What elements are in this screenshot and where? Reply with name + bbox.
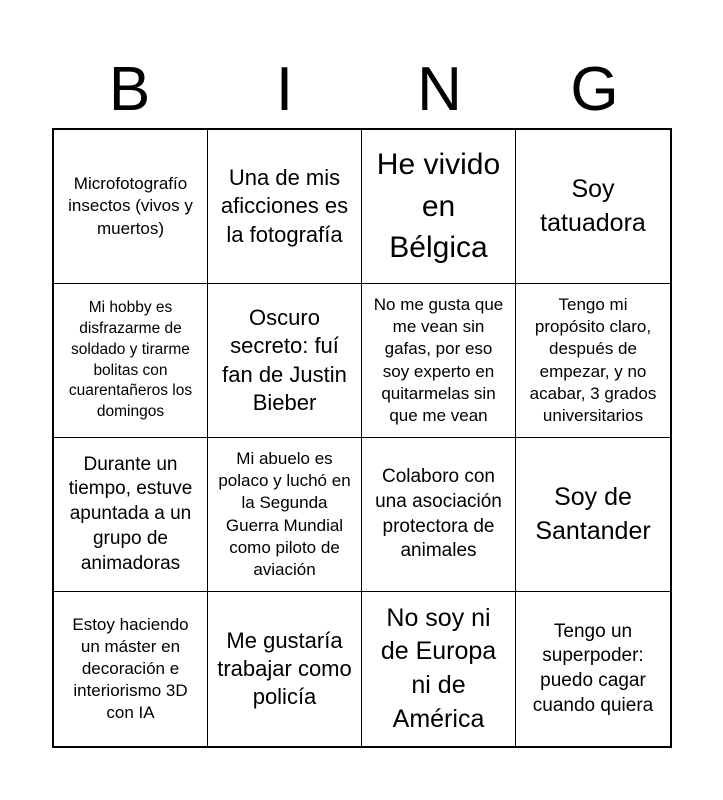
bingo-cell-1[interactable] bbox=[54, 130, 208, 284]
bingo-cell-9[interactable] bbox=[54, 438, 208, 592]
cell-text: No me gusta que me vean sin gafas, por eso soy experto en quitarmelas sin que me vean bbox=[373, 295, 504, 425]
cell-text: Soy tatuadora bbox=[540, 174, 646, 237]
bingo-cell-12[interactable] bbox=[516, 438, 670, 592]
header-letter-n: N bbox=[417, 55, 462, 124]
cell-text: Tengo un superpoder: puedo cagar cuando quiera bbox=[532, 620, 654, 716]
cell-text: Una de mis aficciones es la fotografía bbox=[220, 165, 349, 247]
cell-text: Mi abuelo es polaco y luchó en la Segunda Guerra Mundial como piloto de aviación bbox=[218, 449, 351, 579]
bingo-header bbox=[52, 52, 672, 128]
cell-text: Mi hobby es disfrazarme de soldado y tirarme bolitas con cuarentañeros los domingos bbox=[68, 298, 193, 421]
header-letter-i: I bbox=[275, 55, 294, 124]
bingo-cell-10[interactable] bbox=[208, 438, 362, 592]
bingo-cell-8[interactable] bbox=[516, 284, 670, 438]
header-letter-g: G bbox=[570, 55, 619, 124]
bingo-cell-6[interactable] bbox=[208, 284, 362, 438]
bingo-cell-5[interactable] bbox=[54, 284, 208, 438]
cell-text: Tengo mi propósito claro, después de empezar, y no acabar, 3 grados universitarios bbox=[529, 295, 657, 425]
cell-text: Oscuro secreto: fuí fan de Justin Bieber bbox=[222, 305, 347, 415]
bingo-cell-16[interactable] bbox=[516, 592, 670, 746]
bingo-cell-15[interactable] bbox=[362, 592, 516, 746]
cell-text: He vivido en Bélgica bbox=[376, 148, 501, 265]
bingo-cell-7[interactable] bbox=[362, 284, 516, 438]
bingo-cell-14[interactable] bbox=[208, 592, 362, 746]
cell-text: Microfotografío insectos (vivos y muertos) bbox=[68, 174, 193, 238]
cell-text: Estoy haciendo un máster en decoración e interiorismo 3D con IA bbox=[72, 614, 189, 723]
cell-text: Soy de Santander bbox=[535, 482, 651, 545]
header-letter-b: B bbox=[108, 55, 151, 124]
cell-text: Durante un tiempo, estuve apuntada a un grupo de animadoras bbox=[68, 453, 193, 574]
bingo-cell-11[interactable] bbox=[362, 438, 516, 592]
cell-text: Colaboro con una asociación protectora de animales bbox=[375, 466, 502, 562]
cell-text: No soy ni de Europa ni de América bbox=[380, 603, 497, 733]
bingo-cell-4[interactable] bbox=[516, 130, 670, 284]
bingo-cell-3[interactable] bbox=[362, 130, 516, 284]
bingo-card bbox=[52, 128, 672, 748]
bingo-cell-13[interactable] bbox=[54, 592, 208, 746]
cell-text: Me gustaría trabajar como policía bbox=[217, 627, 352, 710]
bingo-cell-2[interactable] bbox=[208, 130, 362, 284]
